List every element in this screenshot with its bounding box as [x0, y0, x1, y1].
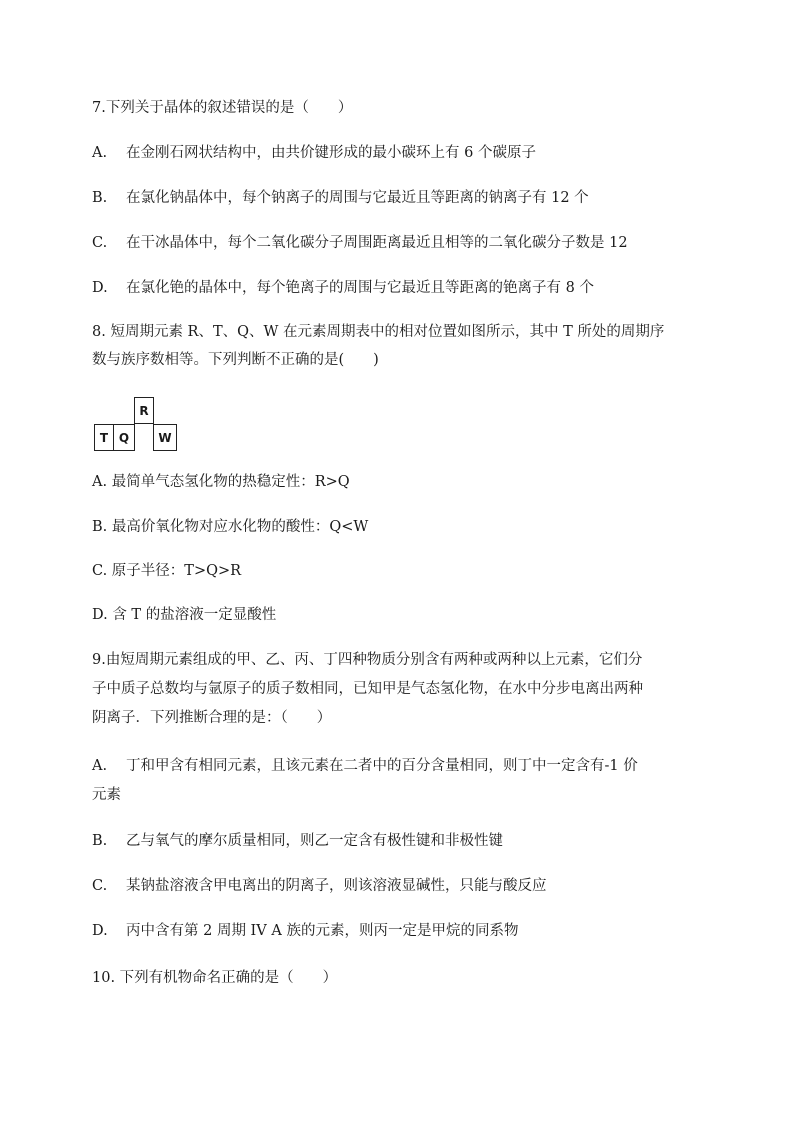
option-text: 某钠盐溶液含甲电离出的阴离子，则该溶液显碱性，只能与酸反应 — [126, 878, 547, 894]
cell-t: T — [94, 424, 114, 451]
option-label: C. — [92, 235, 108, 251]
q9-option-c — [92, 874, 547, 895]
q9-stem-line2: 子中质子总数均与氩原子的质子数相同，已知甲是气态氢化物，在水中分步电离出两种 — [92, 681, 643, 697]
option-text: 在氯化钠晶体中，每个钠离子的周围与它最近且等距离的钠离子有 12 个 — [126, 190, 589, 206]
q9-option-b — [92, 829, 503, 850]
option-label: A. — [92, 758, 108, 774]
option-text: 乙与氧气的摩尔质量相同，则乙一定含有极性键和非极性键 — [126, 833, 503, 849]
option-label: C. — [92, 878, 108, 894]
option-label: D. — [92, 280, 108, 296]
periodic-table-figure — [94, 397, 178, 451]
cell-r: R — [134, 397, 154, 424]
q7-option-c — [92, 231, 628, 252]
q7-stem: 7.下列关于晶体的叙述错误的是（ ） — [92, 100, 353, 116]
q7-option-a — [92, 141, 536, 162]
q9-option-a — [92, 754, 638, 775]
q9-option-d — [92, 919, 518, 940]
option-text: 丁和甲含有相同元素，且该元素在二者中的百分含量相同，则丁中一定含有-1 价 — [126, 758, 638, 774]
q10-stem: 10. 下列有机物命名正确的是（ ） — [92, 970, 338, 986]
q9-stem-line1: 9.由短周期元素组成的甲、乙、丙、丁四种物质分别含有两种或两种以上元素，它们分 — [92, 652, 643, 668]
option-label: D. — [92, 923, 108, 939]
option-text: 在氯化铯的晶体中，每个铯离子的周围与它最近且等距离的铯离子有 8 个 — [126, 280, 594, 296]
q9-stem-line3: 阴离子．下列推断合理的是：（ ） — [92, 710, 332, 726]
q8-stem-line2: 数与族序数相等。下列判断不正确的是( ) — [92, 352, 379, 368]
q8-option-a: A. 最简单气态氢化物的热稳定性：R>Q — [92, 474, 350, 490]
option-text: 丙中含有第 2 周期 IV A 族的元素，则丙一定是甲烷的同系物 — [126, 923, 519, 939]
option-label: A. — [92, 145, 108, 161]
q8-stem-line1: 8. 短周期元素 R、T、Q、W 在元素周期表中的相对位置如图所示，其中 T 所处的周期序 — [92, 324, 665, 340]
q7-option-b — [92, 186, 589, 207]
q7-option-d — [92, 276, 594, 297]
q8-option-d: D. 含 T 的盐溶液一定显酸性 — [92, 607, 277, 623]
cell-w: W — [153, 424, 177, 451]
q8-option-b: B. 最高价氧化物对应水化物的酸性：Q<W — [92, 519, 369, 535]
option-label: B. — [92, 833, 108, 849]
option-text: 在干冰晶体中，每个二氧化碳分子周围距离最近且相等的二氧化碳分子数是 12 — [126, 235, 628, 251]
option-label: B. — [92, 190, 108, 206]
q8-option-c: C. 原子半径：T>Q>R — [92, 563, 242, 579]
cell-q: Q — [113, 424, 135, 451]
option-text: 在金刚石网状结构中，由共价键形成的最小碳环上有 6 个碳原子 — [126, 145, 536, 161]
q9-option-a-cont: 元素 — [92, 787, 121, 803]
